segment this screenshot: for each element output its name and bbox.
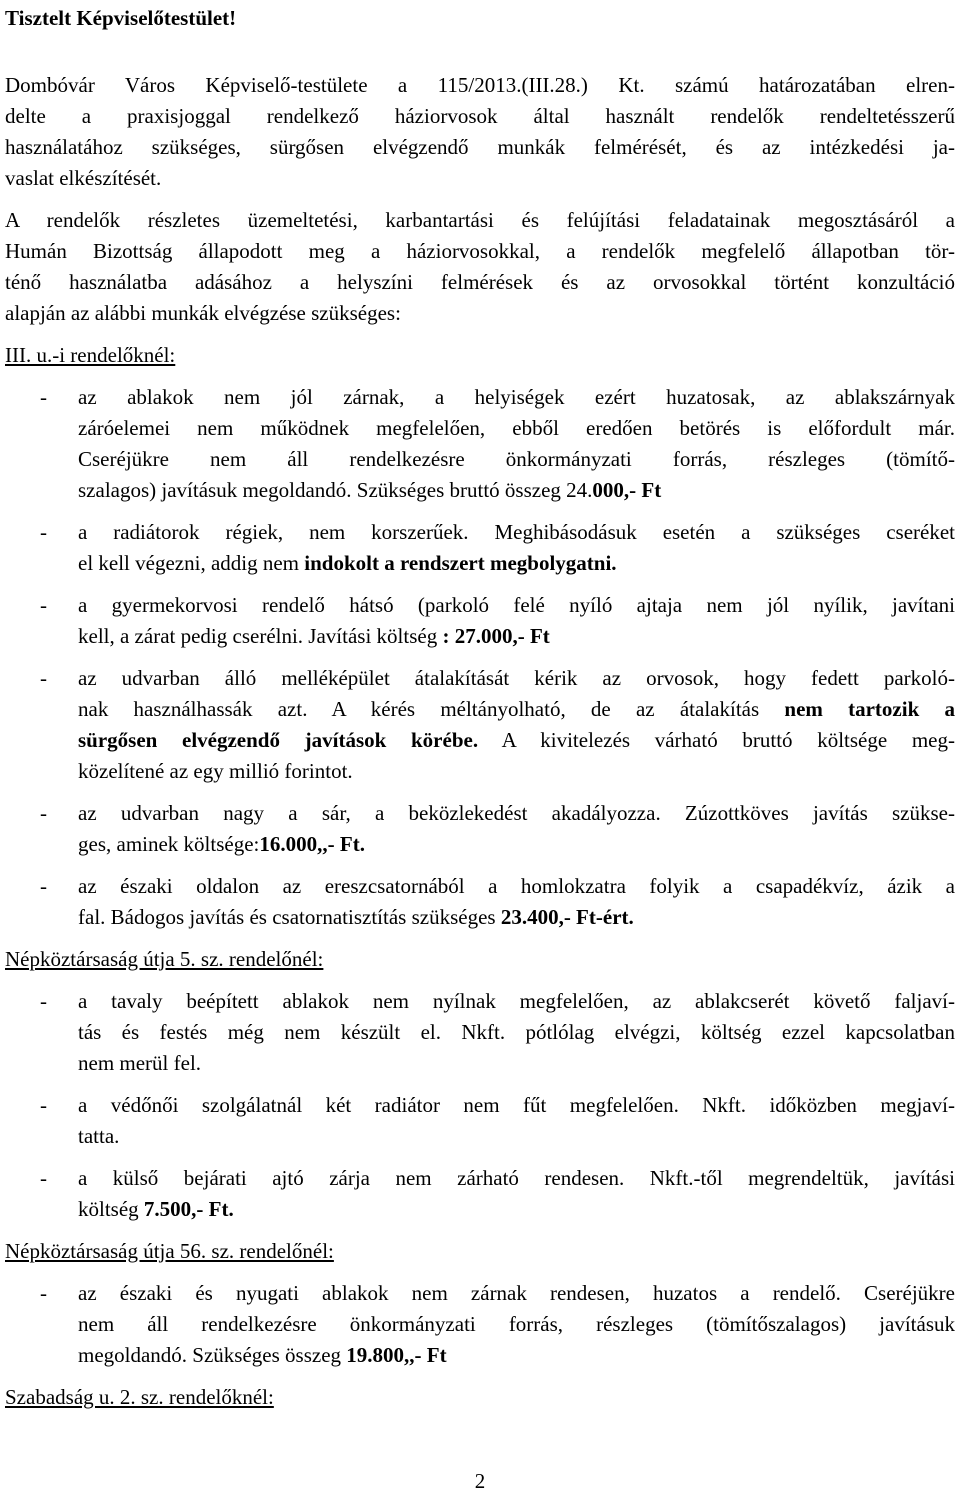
section-heading: III. u.-i rendelőknél: xyxy=(5,343,176,367)
bullet-dash: - xyxy=(40,385,47,409)
bullet-dash: - xyxy=(40,874,47,898)
text-line xyxy=(78,1194,955,1225)
list-item xyxy=(5,871,955,933)
bullet-dash: - xyxy=(40,1166,47,1190)
list-item xyxy=(5,382,955,506)
text-line: záróelemei nem működnek megfelelően, ebből eredően betörés is előfordult már. xyxy=(78,416,955,440)
bold-text: indokolt a rendszert megbolygatni. xyxy=(304,551,617,575)
text-line: alapján az alábbi munkák elvégzése szükséges: xyxy=(5,301,401,325)
text-segment: nak használhassák azt. A kérés méltányolható, de az átalakítás xyxy=(78,697,785,721)
text-line xyxy=(78,725,955,756)
text-segment: ges, aminek költsége: xyxy=(78,832,260,856)
bold-amount: 000,- Ft xyxy=(592,478,662,502)
bullet-dash: - xyxy=(40,801,47,825)
text-line xyxy=(78,548,955,579)
text-line: az udvarban álló melléképület átalakítását kérik az orvosok, hogy fedett parkoló- xyxy=(78,666,955,690)
list-item xyxy=(5,798,955,860)
text-line: nem áll rendelkezésre önkormányzati forrás, részleges (tömítőszalagos) javításuk xyxy=(78,1312,955,1336)
document-page xyxy=(5,0,955,1413)
bold-amount: : 27.000,- Ft xyxy=(442,624,550,648)
bullet-dash: - xyxy=(40,1281,47,1305)
bold-amount: 23.400,- Ft-ért. xyxy=(500,905,634,929)
bullet-dash: - xyxy=(40,1093,47,1117)
bold-amount: 16.000,,- Ft. xyxy=(259,832,365,856)
text-line: tás és festés még nem készült el. Nkft. pótlólag elvégzi, költség ezzel kapcsolatban xyxy=(78,1020,955,1044)
text-segment: el kell végezni, addig nem xyxy=(78,551,305,575)
bullet-dash: - xyxy=(40,593,47,617)
text-line: Dombóvár Város Képviselő-testülete a 115/2013.(III.28.) Kt. számú határozatában elren- xyxy=(5,73,955,97)
text-segment: A kivitelezés várható bruttó költsége meg- xyxy=(478,728,955,752)
bold-amount: 19.800,,- Ft xyxy=(346,1343,447,1367)
text-line: a védőnői szolgálatnál két radiátor nem fűt megfelelően. Nkft. időközben megjaví- xyxy=(78,1093,955,1117)
list-item xyxy=(5,590,955,652)
text-line: közelítené az egy millió forintot. xyxy=(78,759,353,783)
text-segment: fal. Bádogos javítás és csatornatisztítás szükséges xyxy=(78,905,501,929)
text-line: delte a praxisjoggal rendelkező háziorvosok által használt rendelők rendeltetésszerű xyxy=(5,104,955,128)
text-line: vaslat elkészítését. xyxy=(5,166,162,190)
text-line: az udvarban nagy a sár, a beközlekedést akadályozza. Zúzottköves javítás szükse- xyxy=(78,801,955,825)
list-item xyxy=(5,986,955,1079)
text-line: tatta. xyxy=(78,1124,120,1148)
list-item xyxy=(5,1163,955,1225)
text-segment: megoldandó. Szükséges összeg xyxy=(78,1343,347,1367)
text-line: használatához szükséges, sürgősen elvégzendő munkák felmérését, és az intézkedési ja- xyxy=(5,135,955,159)
text-segment: szalagos) javításuk megoldandó. Szükséges bruttó összeg 24. xyxy=(78,478,593,502)
text-line: ténő használatba adásához a helyszíni felmérések és az orvosokkal történt konzultáció xyxy=(5,270,955,294)
text-line: az ablakok nem jól zárnak, a helyiségek ezért huzatosak, az ablakszárnyak xyxy=(78,385,955,409)
text-line xyxy=(78,1340,955,1371)
bullet-dash: - xyxy=(40,520,47,544)
text-line: Humán Bizottság állapodott meg a háziorvosokkal, a rendelők megfelelő állapotban tör- xyxy=(5,239,955,263)
text-line: a radiátorok régiek, nem korszerűek. Meghibásodásuk esetén a szükséges cseréket xyxy=(78,520,955,544)
text-line: A rendelők részletes üzemeltetési, karbantartási és felújítási feladatainak megosztásáról a xyxy=(5,208,955,232)
intro-paragraph xyxy=(5,70,955,194)
text-line xyxy=(78,694,955,725)
text-segment: költség xyxy=(78,1197,144,1221)
text-segment: kell, a zárat pedig cserélni. Javítási költség xyxy=(78,624,443,648)
text-line: nem merül fel. xyxy=(78,1051,202,1075)
bold-text: sürgősen elvégzendő javítások körébe. xyxy=(78,728,479,752)
section-heading: Népköztársaság útja 56. sz. rendelőnél: xyxy=(5,1239,334,1263)
text-line: a gyermekorvosi rendelő hátsó (parkoló felé nyíló ajtaja nem jól nyílik, javítani xyxy=(78,593,955,617)
list-item xyxy=(5,663,955,787)
page-title: Tisztelt Képviselőtestület! xyxy=(5,6,237,30)
bold-amount: 7.500,- Ft. xyxy=(143,1197,234,1221)
page-number: 2 xyxy=(474,1469,486,1493)
text-line: az északi és nyugati ablakok nem zárnak rendesen, huzatos a rendelő. Cseréjükre xyxy=(78,1281,955,1305)
text-line: az északi oldalon az ereszcsatornából a homlokzatra folyik a csapadékvíz, ázik a xyxy=(78,874,955,898)
text-line xyxy=(78,621,955,652)
text-line: a tavaly beépített ablakok nem nyílnak megfelelően, az ablakcserét követő faljaví- xyxy=(78,989,955,1013)
text-line: a külső bejárati ajtó zárja nem zárható rendesen. Nkft.-től megrendeltük, javítási xyxy=(78,1166,955,1190)
list-item xyxy=(5,1278,955,1371)
section-heading: Népköztársaság útja 5. sz. rendelőnél: xyxy=(5,947,324,971)
text-line xyxy=(78,829,955,860)
text-line xyxy=(78,902,955,933)
text-line: Cseréjükre nem áll rendelkezésre önkormányzati forrás, részleges (tömítő- xyxy=(78,447,955,471)
text-line xyxy=(78,475,955,506)
bullet-dash: - xyxy=(40,666,47,690)
section-heading: Szabadság u. 2. sz. rendelőknél: xyxy=(5,1385,274,1409)
list-item xyxy=(5,1090,955,1152)
bullet-dash: - xyxy=(40,989,47,1013)
list-item xyxy=(5,517,955,579)
body-paragraph xyxy=(5,205,955,329)
bold-text: nem tartozik a xyxy=(784,697,955,721)
